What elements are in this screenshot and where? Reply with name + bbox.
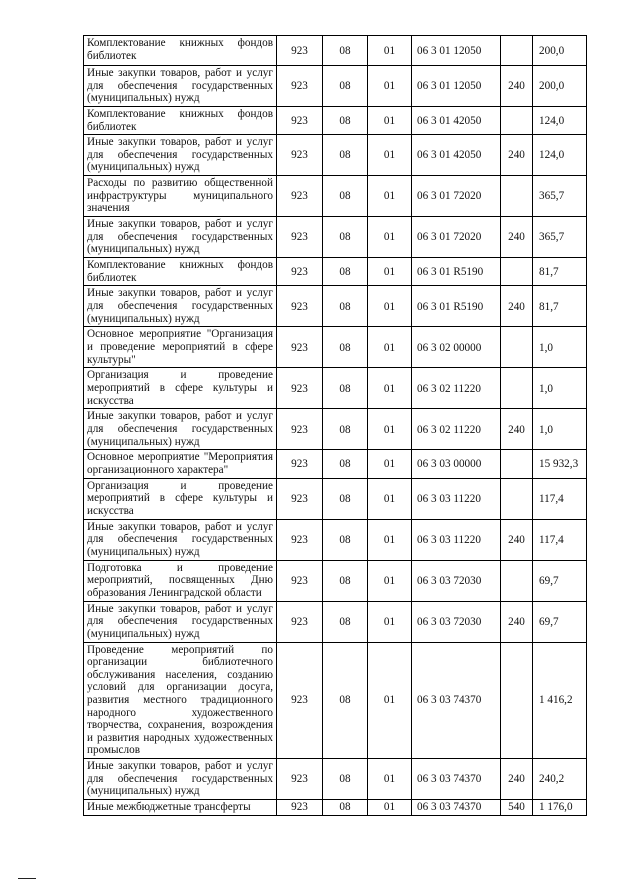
table-row	[84, 36, 587, 66]
target-item-code: 06 3 01 12050	[412, 66, 501, 107]
section-code: 08	[323, 36, 368, 66]
expense-type-code	[501, 450, 533, 478]
expense-type-code	[501, 176, 533, 217]
expense-type-code: 240	[501, 758, 533, 799]
subsection-code: 01	[368, 217, 412, 258]
amount: 81,7	[533, 286, 587, 327]
table-row	[84, 601, 587, 642]
target-item-code: 06 3 01 R5190	[412, 258, 501, 286]
amount: 124,0	[533, 135, 587, 176]
item-name: Иные закупки товаров, работ и услуг для обеспечения государственных (муниципальных) нужд	[84, 519, 277, 560]
ministry-code: 923	[277, 409, 323, 450]
target-item-code: 06 3 03 11220	[412, 478, 501, 519]
section-code: 08	[323, 107, 368, 135]
target-item-code: 06 3 03 00000	[412, 450, 501, 478]
target-item-code: 06 3 03 74370	[412, 642, 501, 758]
amount: 200,0	[533, 36, 587, 66]
item-name: Проведение мероприятий по организации библиотечного обслуживания населения, созданию условий для организации досуга, развития местного традиционного народного художественного творчества, сохранения, возрождения и развития народных художественных промыслов	[84, 642, 277, 758]
ministry-code: 923	[277, 66, 323, 107]
target-item-code: 06 3 01 42050	[412, 135, 501, 176]
amount: 1,0	[533, 368, 587, 409]
section-code: 08	[323, 217, 368, 258]
target-item-code: 06 3 02 11220	[412, 409, 501, 450]
item-name: Комплектование книжных фондов библиотек	[84, 107, 277, 135]
section-code: 08	[323, 758, 368, 799]
target-item-code: 06 3 01 72020	[412, 176, 501, 217]
amount: 240,2	[533, 758, 587, 799]
subsection-code: 01	[368, 176, 412, 217]
target-item-code: 06 3 03 11220	[412, 519, 501, 560]
section-code: 08	[323, 560, 368, 601]
expense-type-code: 240	[501, 601, 533, 642]
subsection-code: 01	[368, 286, 412, 327]
expense-type-code	[501, 36, 533, 66]
table-row	[84, 450, 587, 478]
target-item-code: 06 3 01 72020	[412, 217, 501, 258]
target-item-code: 06 3 02 00000	[412, 327, 501, 368]
section-code: 08	[323, 478, 368, 519]
subsection-code: 01	[368, 409, 412, 450]
ministry-code: 923	[277, 450, 323, 478]
item-name: Иные закупки товаров, работ и услуг для обеспечения государственных (муниципальных) нужд	[84, 217, 277, 258]
ministry-code: 923	[277, 286, 323, 327]
ministry-code: 923	[277, 799, 323, 815]
target-item-code: 06 3 03 74370	[412, 758, 501, 799]
subsection-code: 01	[368, 758, 412, 799]
ministry-code: 923	[277, 327, 323, 368]
subsection-code: 01	[368, 560, 412, 601]
amount: 1,0	[533, 327, 587, 368]
section-code: 08	[323, 409, 368, 450]
expense-type-code	[501, 478, 533, 519]
ministry-code: 923	[277, 36, 323, 66]
table-row	[84, 758, 587, 799]
section-code: 08	[323, 799, 368, 815]
table-row	[84, 258, 587, 286]
expense-type-code	[501, 560, 533, 601]
item-name: Основное мероприятие "Организация и проведение мероприятий в сфере культуры"	[84, 327, 277, 368]
expense-type-code	[501, 642, 533, 758]
expense-type-code	[501, 258, 533, 286]
amount: 69,7	[533, 560, 587, 601]
table-row	[84, 176, 587, 217]
ministry-code: 923	[277, 368, 323, 409]
table-row	[84, 642, 587, 758]
amount: 365,7	[533, 217, 587, 258]
expense-type-code: 240	[501, 409, 533, 450]
target-item-code: 06 3 02 11220	[412, 368, 501, 409]
item-name: Иные закупки товаров, работ и услуг для обеспечения государственных (муниципальных) нужд	[84, 601, 277, 642]
ministry-code: 923	[277, 642, 323, 758]
amount: 124,0	[533, 107, 587, 135]
subsection-code: 01	[368, 107, 412, 135]
subsection-code: 01	[368, 450, 412, 478]
target-item-code: 06 3 01 12050	[412, 36, 501, 66]
table-row	[84, 560, 587, 601]
expense-type-code: 240	[501, 135, 533, 176]
ministry-code: 923	[277, 258, 323, 286]
section-code: 08	[323, 519, 368, 560]
section-code: 08	[323, 368, 368, 409]
subsection-code: 01	[368, 368, 412, 409]
section-code: 08	[323, 176, 368, 217]
expense-type-code	[501, 107, 533, 135]
table-row	[84, 217, 587, 258]
expense-type-code: 240	[501, 286, 533, 327]
ministry-code: 923	[277, 217, 323, 258]
section-code: 08	[323, 258, 368, 286]
ministry-code: 923	[277, 601, 323, 642]
target-item-code: 06 3 01 42050	[412, 107, 501, 135]
item-name: Иные закупки товаров, работ и услуг для обеспечения государственных (муниципальных) нужд	[84, 409, 277, 450]
item-name: Расходы по развитию общественной инфраструктуры муниципального значения	[84, 176, 277, 217]
amount: 81,7	[533, 258, 587, 286]
item-name: Подготовка и проведение мероприятий, посвященных Дню образования Ленинградской области	[84, 560, 277, 601]
expense-type-code: 240	[501, 66, 533, 107]
table-row	[84, 286, 587, 327]
target-item-code: 06 3 03 72030	[412, 560, 501, 601]
subsection-code: 01	[368, 135, 412, 176]
amount: 200,0	[533, 66, 587, 107]
footer-dash	[18, 878, 36, 879]
subsection-code: 01	[368, 36, 412, 66]
item-name: Иные закупки товаров, работ и услуг для обеспечения государственных (муниципальных) нужд	[84, 135, 277, 176]
ministry-code: 923	[277, 135, 323, 176]
table-row	[84, 519, 587, 560]
subsection-code: 01	[368, 258, 412, 286]
section-code: 08	[323, 642, 368, 758]
section-code: 08	[323, 286, 368, 327]
item-name: Организация и проведение мероприятий в сфере культуры и искусства	[84, 478, 277, 519]
ministry-code: 923	[277, 519, 323, 560]
ministry-code: 923	[277, 107, 323, 135]
ministry-code: 923	[277, 758, 323, 799]
item-name: Организация и проведение мероприятий в сфере культуры и искусства	[84, 368, 277, 409]
section-code: 08	[323, 66, 368, 107]
item-name: Иные закупки товаров, работ и услуг для обеспечения государственных (муниципальных) нужд	[84, 758, 277, 799]
subsection-code: 01	[368, 66, 412, 107]
item-name: Основное мероприятие "Мероприятия организационного характера"	[84, 450, 277, 478]
subsection-code: 01	[368, 519, 412, 560]
amount: 69,7	[533, 601, 587, 642]
amount: 1,0	[533, 409, 587, 450]
section-code: 08	[323, 327, 368, 368]
table-row	[84, 327, 587, 368]
subsection-code: 01	[368, 642, 412, 758]
item-name: Комплектование книжных фондов библиотек	[84, 36, 277, 66]
section-code: 08	[323, 450, 368, 478]
table-row	[84, 799, 587, 815]
target-item-code: 06 3 03 74370	[412, 799, 501, 815]
item-name: Иные межбюджетные трансферты	[84, 799, 277, 815]
expense-type-code: 240	[501, 217, 533, 258]
amount: 365,7	[533, 176, 587, 217]
expense-type-code	[501, 327, 533, 368]
table-row	[84, 107, 587, 135]
ministry-code: 923	[277, 478, 323, 519]
subsection-code: 01	[368, 327, 412, 368]
section-code: 08	[323, 135, 368, 176]
amount: 117,4	[533, 519, 587, 560]
amount: 15 932,3	[533, 450, 587, 478]
subsection-code: 01	[368, 601, 412, 642]
table-row	[84, 409, 587, 450]
table-row	[84, 368, 587, 409]
subsection-code: 01	[368, 799, 412, 815]
ministry-code: 923	[277, 560, 323, 601]
target-item-code: 06 3 03 72030	[412, 601, 501, 642]
section-code: 08	[323, 601, 368, 642]
table-row	[84, 66, 587, 107]
subsection-code: 01	[368, 478, 412, 519]
ministry-code: 923	[277, 176, 323, 217]
table-body	[84, 36, 587, 816]
amount: 117,4	[533, 478, 587, 519]
table-row	[84, 135, 587, 176]
amount: 1 176,0	[533, 799, 587, 815]
item-name: Комплектование книжных фондов библиотек	[84, 258, 277, 286]
item-name: Иные закупки товаров, работ и услуг для обеспечения государственных (муниципальных) нужд	[84, 286, 277, 327]
target-item-code: 06 3 01 R5190	[412, 286, 501, 327]
expense-type-code: 240	[501, 519, 533, 560]
budget-table	[83, 35, 587, 816]
item-name: Иные закупки товаров, работ и услуг для обеспечения государственных (муниципальных) нужд	[84, 66, 277, 107]
table-row	[84, 478, 587, 519]
expense-type-code: 540	[501, 799, 533, 815]
expense-type-code	[501, 368, 533, 409]
amount: 1 416,2	[533, 642, 587, 758]
